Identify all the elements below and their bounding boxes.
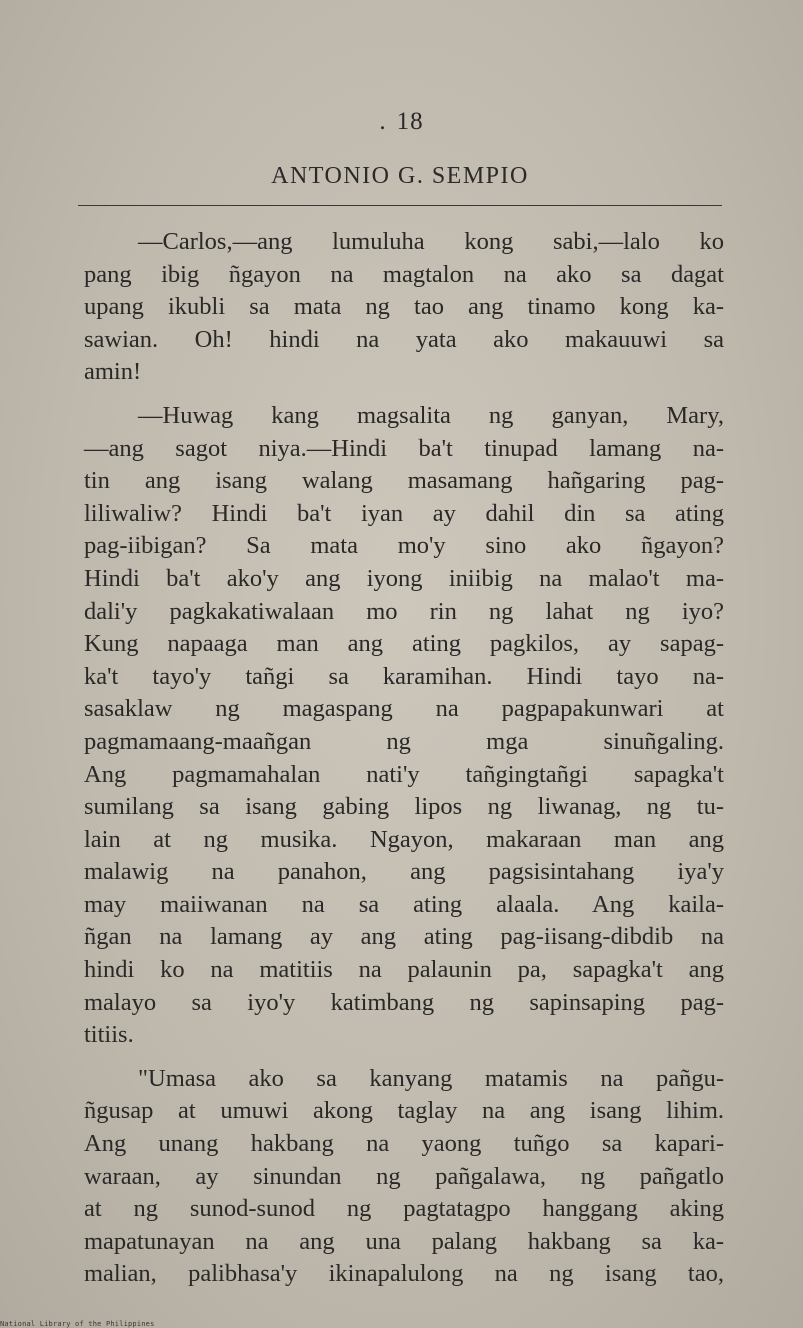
text-line: sawian. Oh! hindi na yata ako makauuwi sa: [84, 325, 724, 353]
text-line: sasaklaw ng magaspang na pagpapakunwari at: [84, 695, 724, 723]
header-rule: [78, 205, 722, 206]
text-line: ñgusap at umuwi akong taglay na ang isang lihim.: [84, 1097, 724, 1125]
text-line: mapatunayan na ang una palang hakbang sa ka-: [84, 1227, 724, 1255]
text-line: ñgan na lamang ay ang ating pag-iisang-dibdib na: [84, 923, 724, 951]
paragraph-gap: [84, 389, 724, 400]
text-line: pag-iibigan? Sa mata mo'y sino ako ñgayon?: [84, 532, 724, 560]
text-line: Kung napaaga man ang ating pagkilos, ay sapag-: [84, 630, 724, 658]
text-line: dali'y pagkakatiwalaan mo rin ng lahat ng iyo?: [84, 597, 724, 625]
text-line: waraan, ay sinundan ng pañgalawa, ng pañgatlo: [84, 1162, 724, 1190]
text-line: tin ang isang walang masamang hañgaring pag-: [84, 467, 724, 495]
running-head: ANTONIO G. SEMPIO: [271, 163, 529, 189]
paragraph-2: [84, 400, 724, 1052]
body-text: [84, 226, 724, 1291]
text-line: lain at ng musika. Ngayon, makaraan man ang: [84, 825, 724, 853]
paragraph-3: [84, 1063, 724, 1291]
text-line: pagmamaang-maañgan ng mga sinuñgaling.: [84, 727, 724, 755]
text-line: "Umasa ako sa kanyang matamis na pañgu-: [138, 1064, 724, 1092]
text-line: —Carlos,—ang lumuluha kong sabi,—lalo ko: [138, 228, 724, 255]
text-line: amin!: [84, 358, 142, 386]
text-line: pang ibig ñgayon na magtalon na ako sa dagat: [84, 260, 724, 288]
text-line: malawig na panahon, ang pagsisintahang iya'y: [84, 858, 724, 886]
page-number-value: 18: [396, 108, 424, 135]
text-line: hindi ko na matitiis na palaunin pa, sapagka't ang: [84, 956, 724, 984]
footer-credit: National Library of the Philippines: [0, 1320, 155, 1328]
text-line: Ang unang hakbang na yaong tuñgo sa kapari-: [84, 1130, 724, 1158]
paragraph-gap: [84, 1052, 724, 1063]
text-line: Hindi ba't ako'y ang iyong iniibig na malao't ma-: [84, 564, 724, 592]
text-line: titiis.: [84, 1021, 134, 1049]
text-line: upang ikubli sa mata ng tao ang tinamo kong ka-: [84, 293, 724, 321]
text-line: ka't tayo'y tañgi sa karamihan. Hindi tayo na-: [84, 662, 724, 690]
text-line: malian, palibhasa'y ikinapalulong na ng isang tao,: [84, 1260, 724, 1288]
page-number-dot: .: [379, 108, 387, 135]
text-line: sumilang sa isang gabing lipos ng liwanag, ng tu-: [84, 793, 724, 821]
text-line: may maiiwanan na sa ating alaala. Ang kaila-: [84, 890, 724, 918]
text-line: liliwaliw? Hindi ba't iyan ay dahil din sa ating: [84, 499, 724, 527]
text-line: —ang sagot niya.—Hindi ba't tinupad lamang na-: [84, 434, 724, 462]
text-line: malayo sa iyo'y katimbang ng sapinsaping pag-: [84, 988, 724, 1016]
text-line: at ng sunod-sunod ng pagtatagpo hanggang aking: [84, 1195, 724, 1223]
page-number: [0, 108, 803, 136]
text-line: —Huwag kang magsalita ng ganyan, Mary,: [138, 401, 724, 429]
text-line: Ang pagmamahalan nati'y tañgingtañgi sapagka't: [84, 760, 724, 788]
paragraph-1: [84, 226, 724, 389]
